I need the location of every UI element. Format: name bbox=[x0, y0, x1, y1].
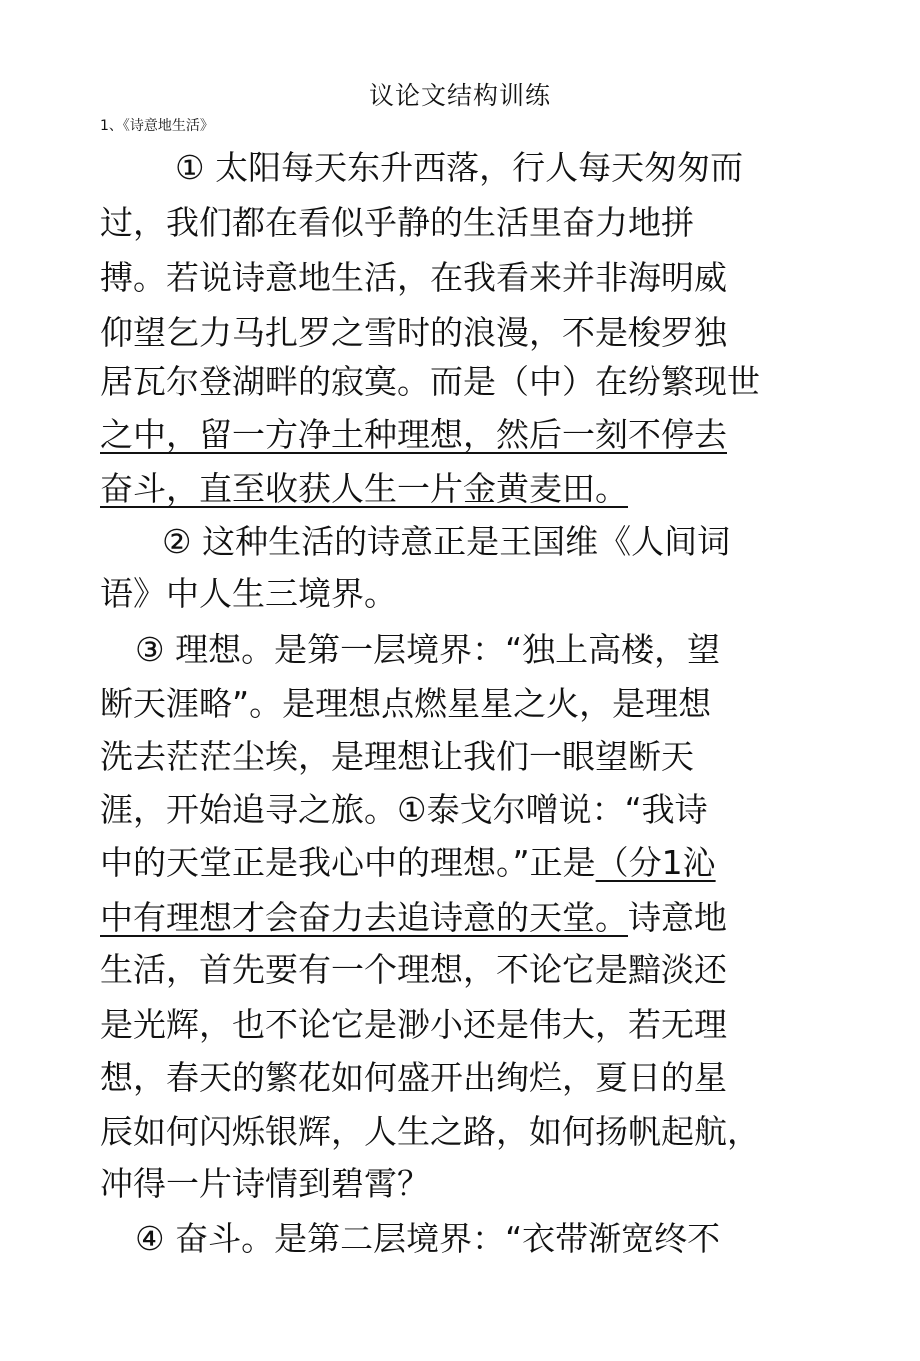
essay-line: 搏。若说诗意地生活，在我看来并非海明威 bbox=[100, 258, 727, 297]
essay-line: 过，我们都在看似乎静的生活里奋力地拼 bbox=[100, 203, 694, 242]
essay-line: 奋斗，直至收获人生一片金黄麦田。 bbox=[100, 469, 628, 508]
essay-line: ① 太阳每天东升西落，行人每天匆匆而 bbox=[175, 148, 744, 187]
essay-line: 语》中人生三境界。 bbox=[100, 574, 397, 613]
essay-line: 洗去茫茫尘埃，是理想让我们一眼望断天 bbox=[100, 737, 694, 776]
essay-line: 涯，开始追寻之旅。①泰戈尔噌说：“我诗 bbox=[100, 790, 708, 829]
essay-line: ④ 奋斗。是第二层境界：“衣带渐宽终不 bbox=[135, 1219, 721, 1258]
essay-line: 辰如何闪烁银辉，人生之路，如何扬帆起航， bbox=[100, 1112, 760, 1151]
essay-line: 断天涯略”。是理想点燃星星之火，是理想 bbox=[100, 684, 712, 723]
essay-line: ② 这种生活的诗意正是王国维《人间词 bbox=[162, 522, 731, 561]
essay-line: 居瓦尔登湖畔的寂寞。而是（中）在纷繁现世 bbox=[100, 362, 760, 401]
essay-line: 是光辉，也不论它是渺小还是伟大，若无理 bbox=[100, 1005, 727, 1044]
document-title: 议论文结构训练 bbox=[368, 81, 551, 110]
essay-line: 仰望乞力马扎罗之雪时的浪漫，不是梭罗独 bbox=[100, 313, 727, 352]
essay-line: 生活，首先要有一个理想，不论它是黯淡还 bbox=[100, 950, 727, 989]
essay-line: ③ 理想。是第一层境界：“独上高楼，望 bbox=[135, 630, 721, 669]
essay-line: 想，春天的繁花如何盛开出绚烂，夏日的星 bbox=[100, 1058, 727, 1097]
essay-line: 中有理想才会奋力去追诗意的天堂。诗意地 bbox=[100, 898, 727, 937]
essay-line: 之中，留一方净土种理想，然后一刻不停去 bbox=[100, 415, 727, 454]
document-subtitle: 1、《诗意地生活》 bbox=[100, 118, 214, 134]
essay-line: 中的天堂正是我心中的理想。”正是（分1沁 bbox=[100, 843, 716, 882]
essay-line: 冲得一片诗情到碧霄？ bbox=[100, 1164, 430, 1203]
